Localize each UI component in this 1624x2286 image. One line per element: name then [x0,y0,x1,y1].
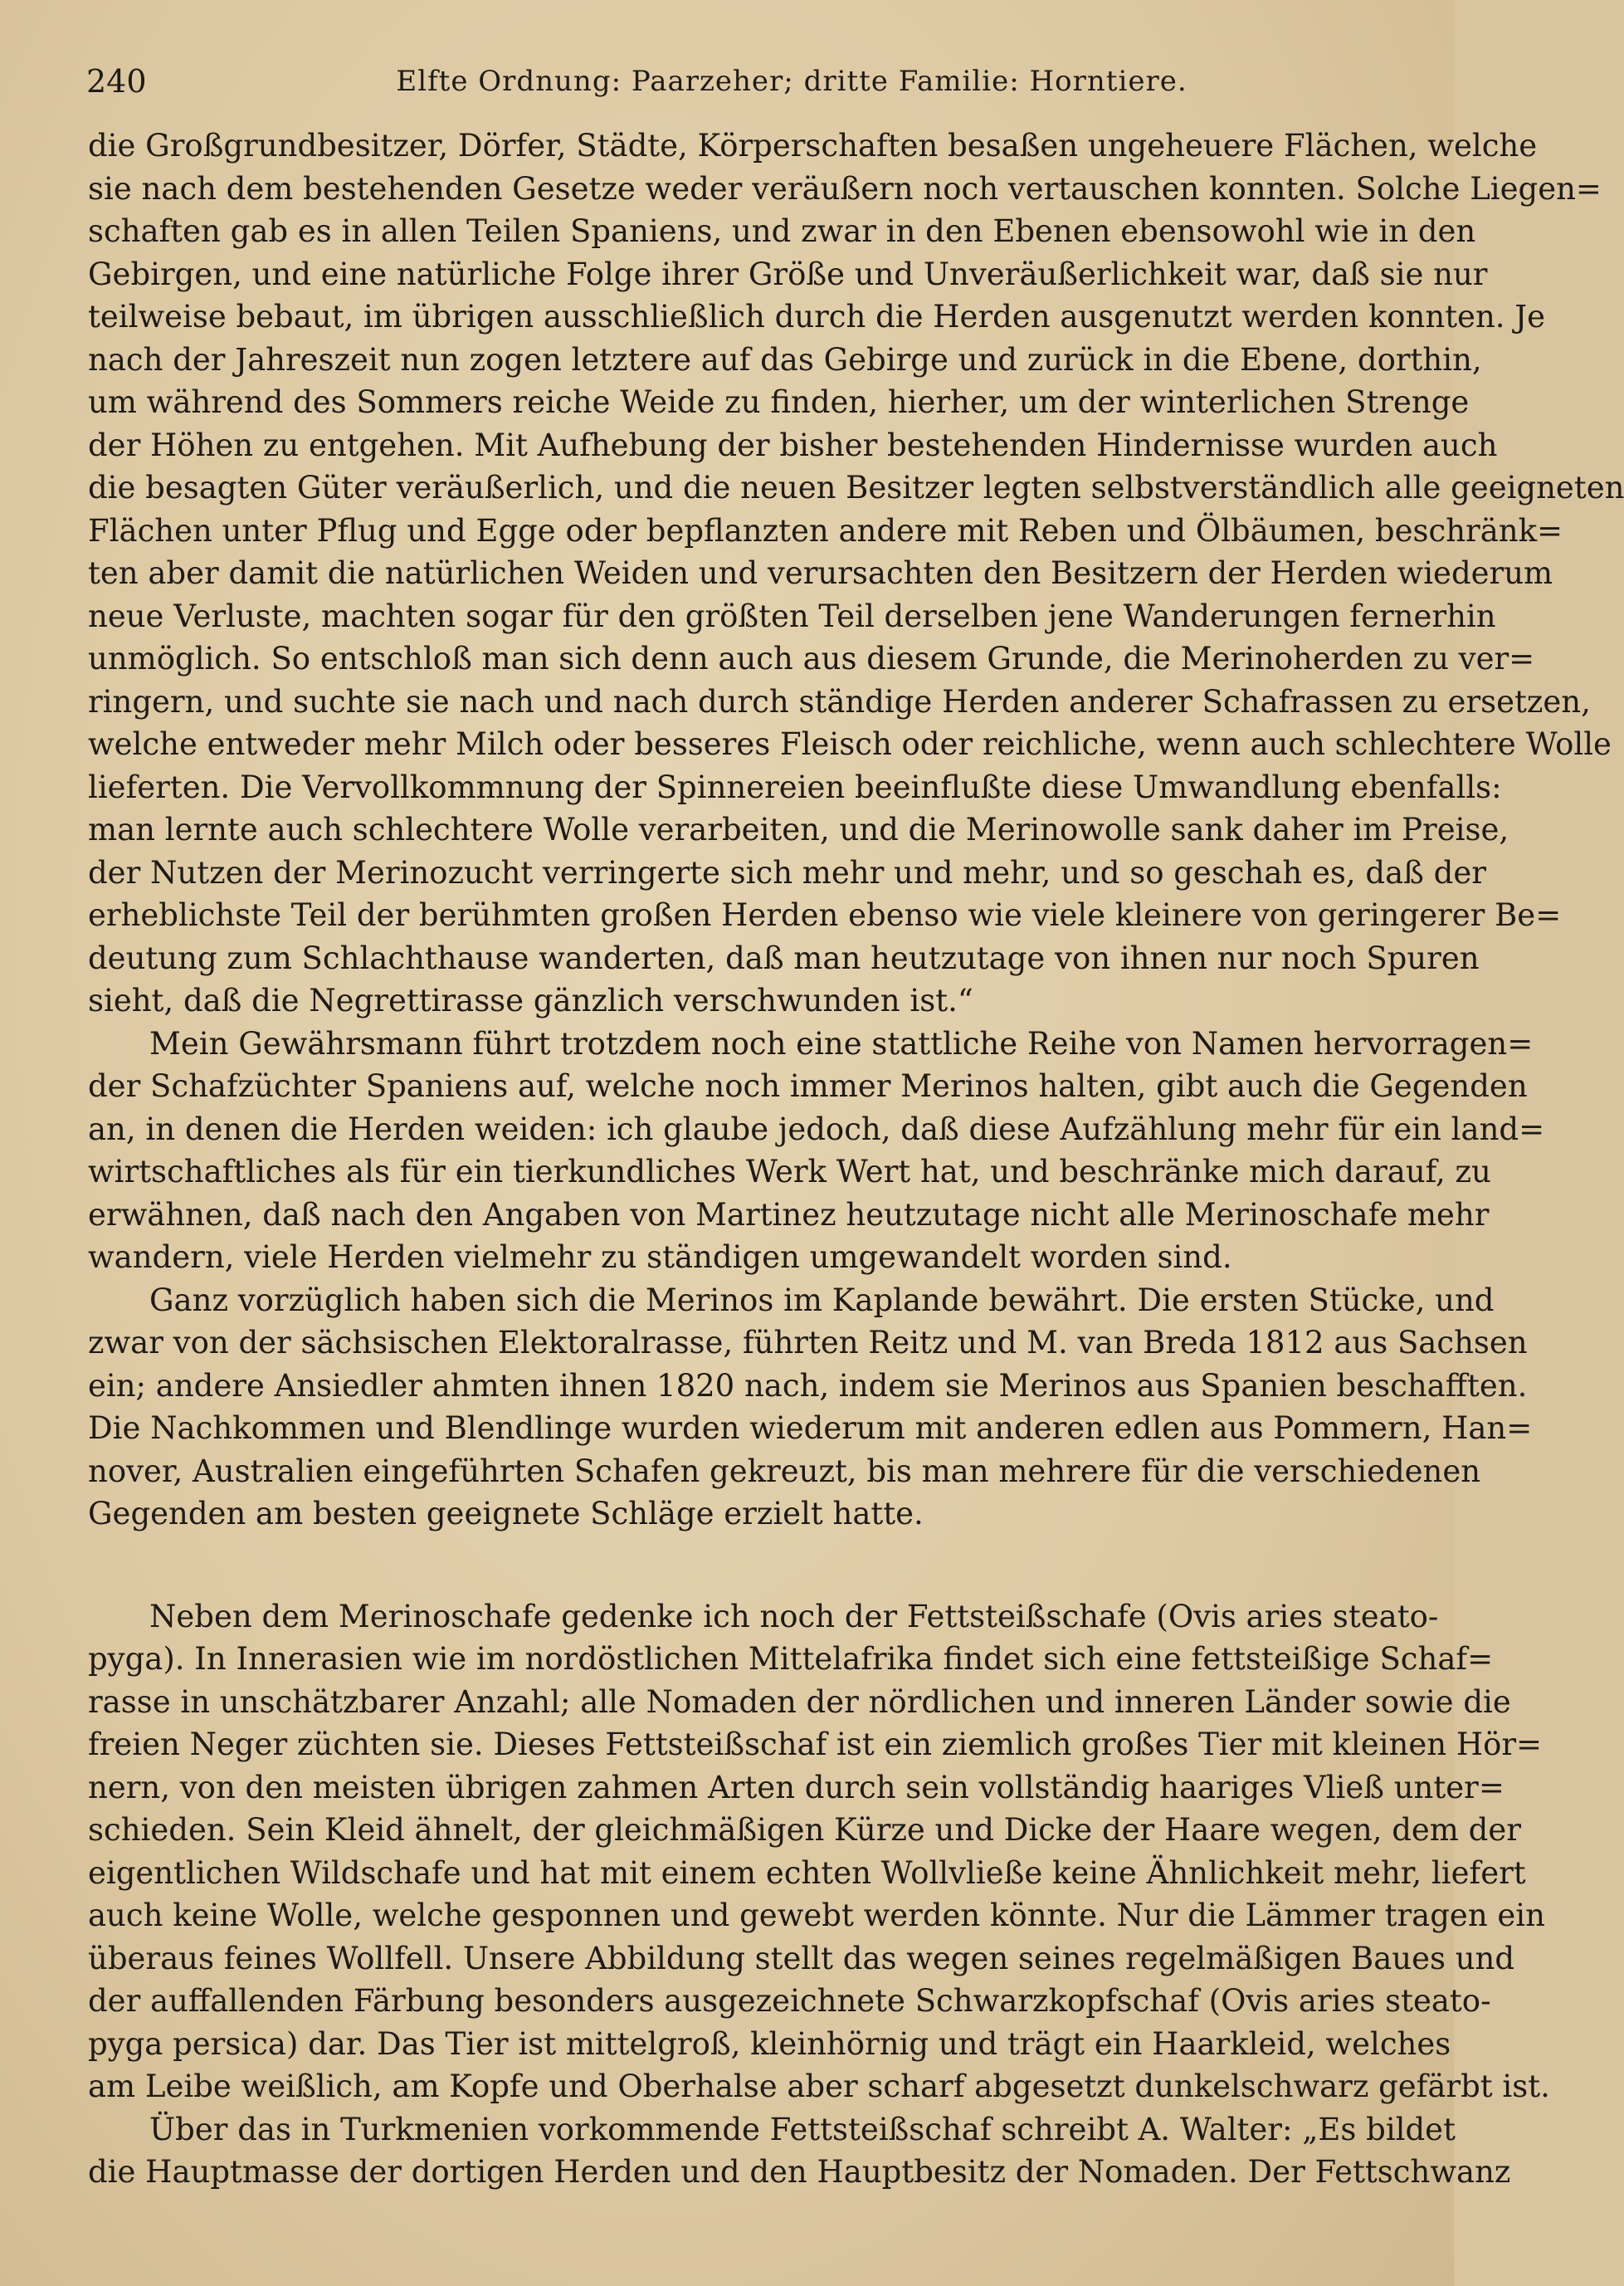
text-line: ein; andere Ansiedler ahmten ihnen 1820 nach, indem sie Merinos aus Spanien beschafften. [88,1367,1528,1404]
text-line: erheblichste Teil der berühmten großen Herden ebenso wie viele kleinere von geringerer Be= [88,897,1562,933]
text-line: deutung zum Schlachthause wanderten, daß man heutzutage von ihnen nur noch Spuren [88,940,1480,976]
text-line: nover, Australien eingeführten Schafen gekreuzt, bis man mehrere für die verschiedenen [88,1453,1481,1489]
text-line: welche entweder mehr Milch oder besseres Fleisch oder reichliche, wenn auch schlechtere Wolle [88,726,1612,762]
text-line: Ganz vorzüglich haben sich die Merinos im Kaplande bewährt. Die ersten Stücke, und [149,1282,1495,1318]
text-line: lieferten. Die Vervollkommnung der Spinnereien beeinflußte diese Umwandlung ebenfalls: [88,769,1502,805]
text-line: wandern, viele Herden vielmehr zu ständigen umgewandelt worden sind. [88,1239,1232,1275]
text-line: teilweise bebaut, im übrigen ausschließlich durch die Herden ausgenutzt werden konnten. Je [88,299,1546,335]
text-line: nern, von den meisten übrigen zahmen Arten durch sein vollständig haariges Vließ unter= [88,1769,1505,1805]
text-line: schaften gab es in allen Teilen Spaniens, und zwar in den Ebenen ebensowohl wie in den [88,213,1476,249]
page-body [88,125,1624,2194]
text-line: der auffallenden Färbung besonders ausgezeichnete Schwarzkopfschaf (Ovis aries steato- [88,1983,1491,2019]
text-line: wirtschaftliches als für ein tierkundliches Werk Wert hat, und beschränke mich darauf, zu [88,1154,1491,1189]
text-line: die Hauptmasse der dortigen Herden und den Hauptbesitz der Nomaden. Der Fettschwanz [88,2154,1511,2190]
text-line: an, in denen die Herden weiden: ich glaube jedoch, daß diese Aufzählung mehr für ein land= [88,1111,1545,1147]
text-line: der Schafzüchter Spaniens auf, welche noch immer Merinos halten, gibt auch die Gegenden [88,1068,1528,1104]
text-line: Gegenden am besten geeignete Schläge erzielt hatte. [88,1496,924,1531]
text-line: Die Nachkommen und Blendlinge wurden wiederum mit anderen edlen aus Pommern, Han= [88,1410,1533,1446]
paragraph [88,1279,1533,1536]
text-line: überaus feines Wollfell. Unsere Abbildung stellt das wegen seines regelmäßigen Baues und [88,1940,1515,1976]
page-header [86,56,1397,106]
text-line: unmöglich. So entschloß man sich denn auch aus diesem Grunde, die Merinoherden zu ver= [88,641,1535,677]
text-line: schieden. Sein Kleid ähnelt, der gleichmäßigen Kürze und Dicke der Haare wegen, dem der [88,1812,1521,1848]
text-line: Gebirgen, und eine natürliche Folge ihrer Größe und Unveräußerlichkeit war, daß sie nur [88,256,1488,292]
text-line: der Nutzen der Merinozucht verringerte sich mehr und mehr, und so geschah es, daß der [88,854,1486,891]
paragraph [88,2108,1511,2194]
text-line: Mein Gewährsmann führt trotzdem noch eine stattliche Reihe von Namen hervorragen= [149,1025,1534,1062]
text-line: um während des Sommers reiche Weide zu finden, hierher, um der winterlichen Strenge [88,384,1470,420]
text-line: die besagten Güter veräußerlich, und die neuen Besitzer legten selbstverständlich alle geeigneten [88,470,1624,506]
text-line: am Leibe weißlich, am Kopfe und Oberhalse aber scharf abgesetzt dunkelschwarz gefärbt ist. [88,2069,1550,2104]
text-line: freien Neger züchten sie. Dieses Fettsteißschaf ist ein ziemlich großes Tier mit kleinen Hör= [88,1727,1543,1762]
running-head: Elfte Ordnung: Paarzeher; dritte Familie: Horntiere. [396,65,1188,98]
text-line: sie nach dem bestehenden Gesetze weder veräußern noch vertauschen konnten. Solche Liegen= [88,170,1602,207]
text-line: sieht, daß die Negrettirasse gänzlich verschwunden ist.“ [88,983,973,1018]
text-line: Über das in Turkmenien vorkommende Fettsteißschaf schreibt A. Walter: „Es bildet [149,2111,1456,2147]
text-line: Neben dem Merinoschafe gedenke ich noch der Fettsteißschafe (Ovis aries steato- [149,1598,1439,1634]
paragraph-gap [88,1536,1401,1595]
text-line: der Höhen zu entgehen. Mit Aufhebung der bisher bestehenden Hindernisse wurden auch [88,427,1498,463]
text-line: nach der Jahreszeit nun zogen letztere auf das Gebirge und zurück in die Ebene, dorthin, [88,341,1482,378]
text-line: man lernte auch schlechtere Wolle verarbeiten, und die Merinowolle sank daher im Preise, [88,812,1509,847]
paragraph [88,125,1624,1023]
text-line: ten aber damit die natürlichen Weiden und verursachten den Besitzern der Herden wiederum [88,555,1553,591]
text-line: pyga). In Innerasien wie im nordöstlichen Mittelafrika findet sich eine fettsteißige Schaf= [88,1641,1494,1677]
paragraph [88,1023,1545,1279]
text-line: Flächen unter Pflug und Egge oder bepflanzten andere mit Reben und Ölbäumen, beschränk= [88,512,1563,549]
text-line: eigentlichen Wildschafe und hat mit einem echten Wollvließe keine Ähnlichkeit mehr, liefert [88,1854,1526,1891]
text-line: ringern, und suchte sie nach und nach durch ständige Herden anderer Schafrassen zu ersetzen, [88,683,1591,720]
page-number: 240 [86,63,147,100]
paragraph [88,1595,1550,2108]
text-line: auch keine Wolle, welche gesponnen und gewebt werden könnte. Nur die Lämmer tragen ein [88,1898,1545,1933]
text-line: erwähnen, daß nach den Angaben von Martinez heutzutage nicht alle Merinoschafe mehr [88,1196,1490,1233]
text-line: rasse in unschätzbarer Anzahl; alle Nomaden der nördlichen und inneren Länder sowie die [88,1683,1511,1720]
text-line: zwar von der sächsischen Elektoralrasse, führten Reitz und M. van Breda 1812 aus Sachsen [88,1325,1528,1360]
text-line: pyga persica) dar. Das Tier ist mittelgroß, kleinhörnig und trägt ein Haarkleid, welches [88,2025,1451,2062]
text-line: neue Verluste, machten sogar für den größten Teil derselben jene Wanderungen fernerhin [88,598,1496,634]
text-line: die Großgrundbesitzer, Dörfer, Städte, Körperschaften besaßen ungeheuere Flächen, welche [88,128,1538,164]
